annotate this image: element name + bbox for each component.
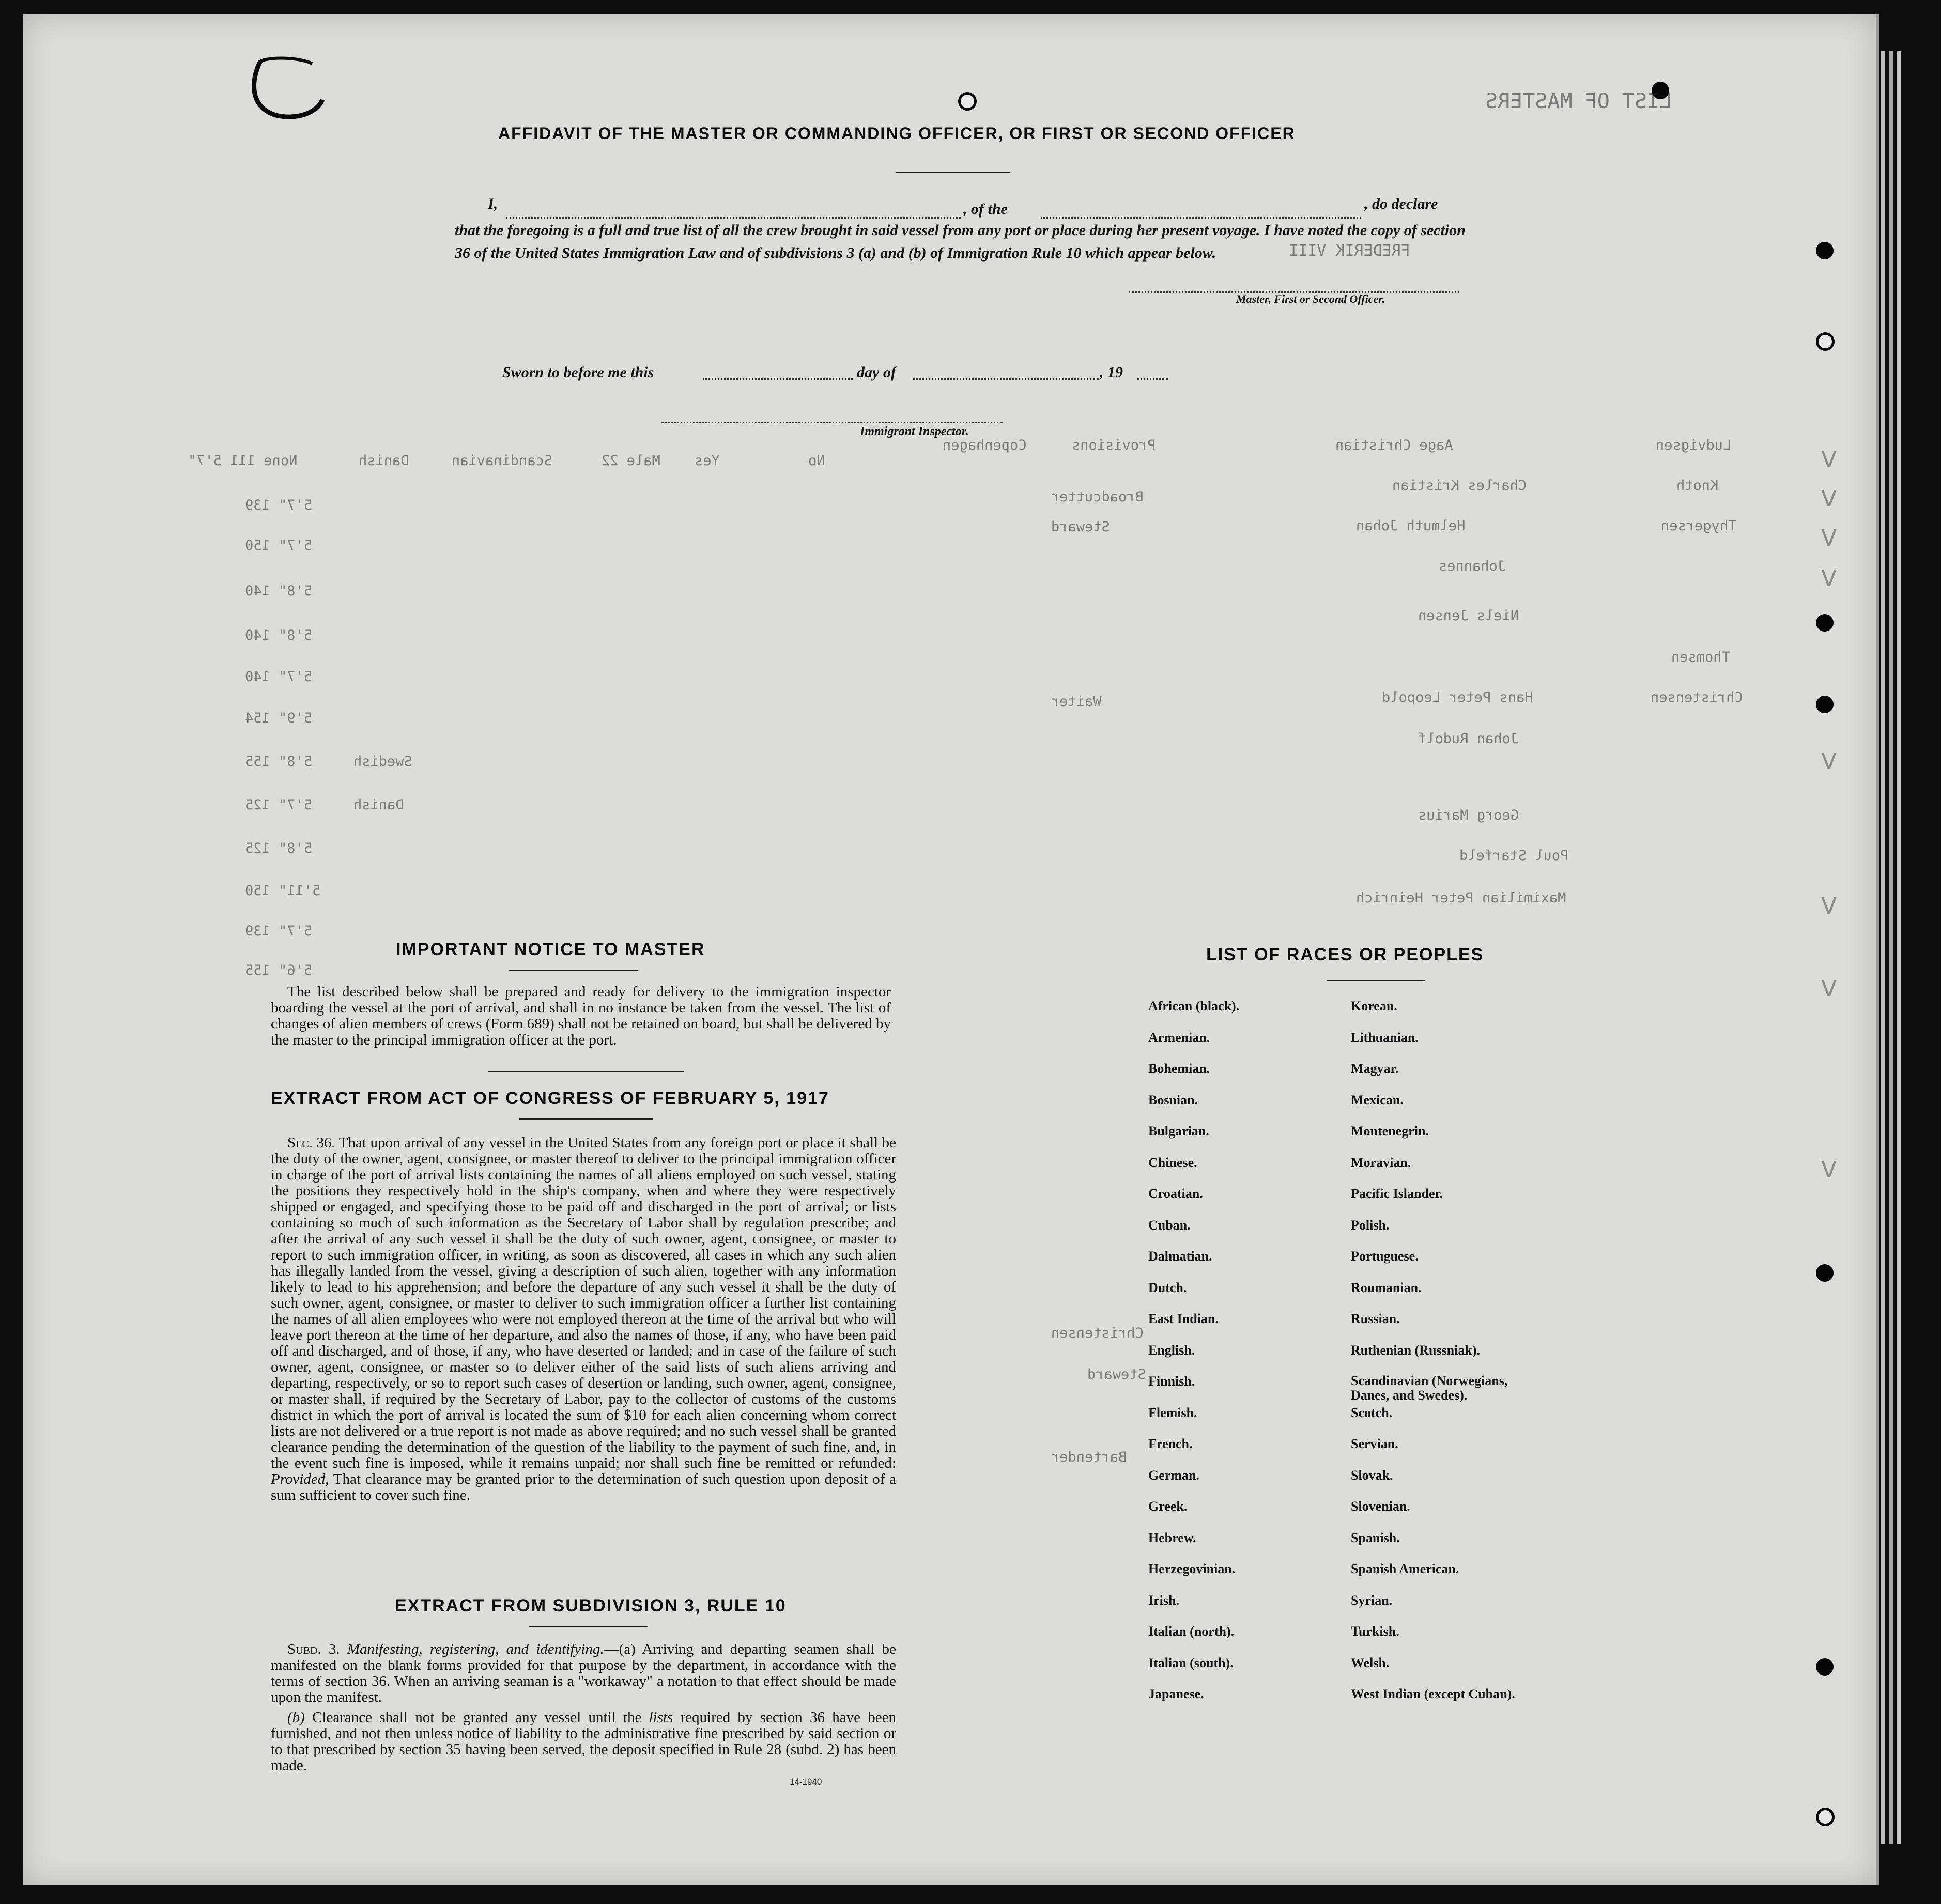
affidavit-heading: AFFIDAVIT OF THE MASTER OR COMMANDING OFFICER, OR FIRST OR SECOND OFFICER <box>498 124 1296 143</box>
bleed-through-text: Johannes <box>1439 558 1506 574</box>
races-left-column <box>1148 999 1239 1718</box>
signature-caption: Master, First or Second Officer. <box>1236 293 1385 305</box>
rule-para-b-pre: Clearance shall not be granted any vessel until the <box>312 1709 642 1726</box>
race-item: Armenian. <box>1148 1030 1210 1045</box>
race-item: Croatian. <box>1148 1186 1203 1201</box>
affidavit-line1-prefix: I, <box>488 195 498 212</box>
bleed-through-text: Bartender <box>1051 1449 1127 1465</box>
race-item: Mexican. <box>1351 1092 1404 1108</box>
page-edge <box>1889 51 1893 1844</box>
punch-hole-icon <box>1816 1658 1834 1676</box>
bleed-through-text: Yes <box>695 453 720 469</box>
bleed-through-text: 5'6" 155 <box>245 962 313 978</box>
bleed-through-text: Waiter <box>1051 694 1102 710</box>
bleed-through-text: Steward <box>1087 1366 1146 1383</box>
bleed-through-text: Knoth <box>1676 478 1719 494</box>
bleed-through-text: 5'8" 140 <box>245 583 313 599</box>
race-item: Pacific Islander. <box>1351 1186 1443 1201</box>
bleed-through-text: Christensen <box>1051 1325 1144 1341</box>
notice-heading: IMPORTANT NOTICE TO MASTER <box>396 940 705 959</box>
page-edge <box>1881 51 1885 1844</box>
race-item: Bosnian. <box>1148 1092 1198 1108</box>
inspector-caption: Immigrant Inspector. <box>860 425 969 438</box>
bleed-through-text: Georg Marius <box>1418 807 1519 823</box>
bleed-through-text: Copenhagen <box>943 437 1027 453</box>
race-item: Moravian. <box>1351 1155 1411 1170</box>
section-label: Sec. 36. <box>287 1134 335 1151</box>
race-item: Italian (north). <box>1148 1624 1235 1639</box>
affidavit-body: that the foregoing is a full and true list of all the crew brought in said vessel from any port or place during her present voyage. I have noted the copy of section 36 of the United States Immigration Law and of subdivisions 3 (a) and (b) of Immigration Rule 10 which appear below. <box>455 222 1466 262</box>
name-blank-field <box>506 217 961 219</box>
affidavit-line1-mid: , of the <box>963 201 1008 218</box>
bleed-through-text: Aage Christian <box>1335 437 1453 453</box>
race-item: Welsh. <box>1351 1655 1390 1670</box>
rule-para-b-post: required by section 36 have been furnished, and not then unless notice of liability to the administrative fine prescribed by said section or to that prescribed by section 35 having been served, the deposit specified in Rule 28 (subd. 2) has been made. <box>271 1709 896 1774</box>
bleed-through-text: 5'7" 140 <box>245 669 313 685</box>
race-item: Irish. <box>1148 1592 1179 1608</box>
race-item: Polish. <box>1351 1217 1390 1233</box>
bleed-through-text: Charles Kristian <box>1392 478 1527 494</box>
form-number: 14-1940 <box>790 1777 822 1787</box>
races-right-column <box>1351 999 1527 1718</box>
subd-title: Manifesting, registering, and identifying. <box>347 1641 604 1657</box>
bleed-through-text: 5'7" 150 <box>245 538 313 554</box>
race-item: Herzegovinian. <box>1148 1561 1236 1576</box>
race-item: Portuguese. <box>1351 1249 1419 1264</box>
rule-para-a: —(a) Arriving and departing seamen shall be manifested on the blank forms provided for that purpose by the department, in accordance with the terms of section 36. When an arriving seaman is a "workaway" a notation to that effect should be made upon the manifest. <box>271 1641 897 1706</box>
rule-para-b-label: (b) <box>287 1709 305 1726</box>
race-item: Syrian. <box>1351 1592 1393 1608</box>
month-blank-field <box>913 378 1099 380</box>
bleed-through-text: Provisions <box>1072 437 1156 453</box>
bleed-through-text: 5'11" 150 <box>245 883 321 899</box>
punch-hole-icon <box>1816 332 1835 351</box>
heading-rule <box>519 1118 653 1120</box>
vessel-blank-field <box>1041 217 1361 219</box>
race-item: Hebrew. <box>1148 1530 1196 1545</box>
race-item: German. <box>1148 1467 1199 1483</box>
race-item: West Indian (except Cuban). <box>1351 1686 1515 1701</box>
race-item: Ruthenian (Russniak). <box>1351 1342 1480 1358</box>
rule-heading: EXTRACT FROM SUBDIVISION 3, RULE 10 <box>395 1596 787 1616</box>
race-item: Cuban. <box>1148 1217 1191 1233</box>
act-text-a: That upon arrival of any vessel in the United States from any foreign port or place it shall be the duty of the owner, agent, consignee, or master thereof to deliver to the principal immigration officer in charge of the port of arrival lists containing the names of all aliens employed on such vessel, stating the positions they respectively hold in the ship's company, when and where they were respectively shipped or engaged, and specifying those to be paid off and discharged in the port of arrival; or lists containing so much of such information as the Secretary of Labor shall by regulation prescribe; and after the arrival of any such vessel it shall be the duty of such owner, agent, consignee, or master to report to such immigration officer, in writing, as soon as discovered, all cases in which any such alien has illegally landed from the vessel, giving a description of such alien, together with any information likely to lead to his apprehension; and before the departure of any such vessel it shall be the duty of such owner, agent, consignee, or master to deliver to such immigration officer a further list containing the names of all alien employees who were not employed thereon at the time of the arrival but who will leave port thereon at the time of her departure, and also the names of those, if any, who have been paid off and discharged, and of those, if any, who have deserted or landed; and in case of the failure of such owner, agent, consignee, or master so to deliver either of the said lists of such aliens arriving and departing, respectively, or so to report such cases of desertion or landing, such owner, agent, consignee, or master shall, if required by the Secretary of Labor, pay to the collector of customs of the customs district in which the port of arrival is located the sum of $10 for each alien concerning whom correct lists are not delivered or a true report is not made as above required; and no such vessel shall be granted clearance pending the determination of the question of the liability to the payment of such fine, and, in the event such fine is imposed, while it remains unpaid; nor shall such fine be remitted or refunded: <box>271 1134 896 1471</box>
race-item: Roumanian. <box>1351 1280 1422 1295</box>
heading-rule <box>1327 980 1425 981</box>
race-item: Lithuanian. <box>1351 1030 1419 1045</box>
ink-mark-icon <box>245 51 333 128</box>
bleed-through-text: 5'8" 125 <box>245 840 313 856</box>
rule-para-b-lists: lists <box>649 1709 673 1726</box>
bleed-through-text: Broadcutter <box>1051 489 1144 505</box>
bleed-through-text: 5'9" 154 <box>245 710 313 726</box>
notice-text: The list described below shall be prepared and ready for delivery to the immigration inspector boarding the vessel at the port of arrival, and shall in no instance be taken from the vessel. The list of changes of alien members of crews (Form 689) shall not be retained on board, but shall be delivered by the master to the principal immigration officer at the port. <box>271 984 891 1048</box>
bleed-through-text: FREDERIK VIII <box>1289 242 1410 260</box>
race-item: Flemish. <box>1148 1405 1197 1420</box>
race-item: Slovenian. <box>1351 1499 1410 1514</box>
race-item: Finnish. <box>1148 1374 1195 1389</box>
bleed-through-text: Niels Jensen <box>1418 608 1519 624</box>
bleed-through-text: 5'7" 139 <box>245 923 313 939</box>
act-text-b: That clearance may be granted prior to the determination of such question upon deposit of a sum sufficient to cover such fine. <box>271 1471 896 1503</box>
sworn-year: , 19 <box>1100 364 1123 381</box>
punch-hole-icon <box>1816 696 1834 713</box>
race-item: Italian (south). <box>1148 1655 1234 1670</box>
bleed-through-text: Male 22 <box>602 453 660 469</box>
race-item: Japanese. <box>1148 1686 1204 1701</box>
punch-hole-icon <box>1816 1264 1834 1282</box>
bleed-through-text: Johan Rudolf <box>1418 731 1519 747</box>
race-item: Dalmatian. <box>1148 1249 1212 1264</box>
year-blank-field <box>1137 378 1168 380</box>
subd-label: Subd. 3. <box>287 1641 340 1657</box>
race-item: Slovak. <box>1351 1467 1393 1483</box>
page-edge <box>1897 51 1901 1844</box>
bleed-through-text: 5'8" 140 <box>245 627 313 643</box>
race-item: Russian. <box>1351 1311 1400 1326</box>
bleed-through-text: Christensen <box>1651 689 1743 705</box>
race-item: French. <box>1148 1436 1193 1451</box>
race-item: Bulgarian. <box>1148 1124 1209 1139</box>
inspector-blank-field <box>661 422 1003 423</box>
sworn-mid: day of <box>857 364 896 381</box>
bleed-through-text: Poul Starfeld <box>1459 848 1569 864</box>
race-item: Korean. <box>1351 999 1397 1014</box>
sworn-prefix: Sworn to before me this <box>502 364 654 381</box>
act-text <box>271 1135 896 1508</box>
race-item: Dutch. <box>1148 1280 1187 1295</box>
bleed-through-text: Danish <box>353 797 404 813</box>
race-item: Spanish. <box>1351 1530 1400 1545</box>
heading-rule <box>509 970 638 971</box>
race-item: Bohemian. <box>1148 1061 1210 1076</box>
bleed-through-text: Ludvigsen <box>1656 437 1732 453</box>
punch-hole-icon <box>1816 1808 1835 1826</box>
race-item: East Indian. <box>1148 1311 1219 1326</box>
bleed-through-text: Hans Peter Leopold <box>1382 689 1533 705</box>
bleed-through-text: Maximilian Peter Heinrich <box>1356 890 1566 906</box>
race-item: English. <box>1148 1342 1195 1358</box>
race-item: Montenegrin. <box>1351 1124 1429 1139</box>
bleed-through-text: LIST OF MASTERS <box>1485 89 1672 113</box>
race-item: Servian. <box>1351 1436 1398 1451</box>
affidavit-line1-suffix: , do declare <box>1364 195 1438 212</box>
section-divider <box>488 1071 684 1072</box>
bleed-through-text: Thygersen <box>1661 518 1737 534</box>
race-item: Scandinavian (Norwegians, Danes, and Swedes). <box>1351 1373 1508 1403</box>
bleed-through-text: None 111 5'7" <box>188 453 298 469</box>
punch-hole-icon <box>958 92 977 111</box>
manifest-page: AFFIDAVIT OF THE MASTER OR COMMANDING OFFICER, OR FIRST OR SECOND OFFICER I, , of the , do declare that the foregoing is a full and true list of all the crew brought in said vessel from any port or place during her present voyage. I have noted the copy of section 36 of the United States Immigration Law and of subdivisions 3 (a) and (b) of Immigration Rule 10 which appear below. Master, First or Second Officer. Sworn to before me this day of , 19 Immigrant Inspector. LIST OF MASTERS FREDERIK VIII Copenhagen Provisions Aage Christian Ludvigsen Charles Kristian Knoth Helmuth Johan Thygersen Johannes Niels Jensen Thomsen Hans Peter Leopold Christensen Johan Rudolf Georg Marius Poul Starfeld Maximilian Peter Heinrich None 111 5'7" Danish Scandinavian Male 22 Yes No 5'7" 139 5'7" 150 5'8" 140 5'8" 140 5'7" 140 5'9" 154 5'8" 155 5'7" 125 5'8" 125 5'11" 150 5'7" 139 5'6" 155 Swedish Danish Waiter Broadcutter Steward Christensen Steward Bartender V V V V V V V V IMPORTANT NOTICE TO MASTER The list described below shall be prepared and ready for delivery to the immigration inspector boarding the vessel at the port of arrival, and shall in no instance be taken from the vessel. The list of changes of alien members of crews (Form 689) shall not be retained on board, but shall be delivered by the master to the principal immigration officer at the port. EXTRACT FROM ACT OF CONGRESS OF FEBRUARY 5, 1917 Sec. 36. That upon arrival of any vessel in the United States from any foreign port or place it shall be the duty of the owner, agent, consignee, or master thereof to deliver to the principal immigration officer in charge of the port of arrival lists containing the names of all aliens employed on such vessel, stating the positions they respectively hold in the ship's company, when and where they were respectively shipped or engaged, and specifying those to be paid off and discharged in the port of arrival; or lists containing so much of such information as the Secretary of Labor shall by regulation prescribe; and after the arrival of any such vessel it shall be the duty of such owner, agent, consignee, or master to report to such immigration officer, in writing, as soon as discovered, all cases in which any such alien has illegally landed from the vessel, giving a description of such alien, together with any information likely to lead to his apprehension; and before the departure of any such vessel it shall be the duty of such owner, agent, consignee, or master to deliver to such immigration officer a further list containing the names of all alien employees who were not employed thereon at the time of the arrival but who will leave port thereon at the time of her departure, and also the names of those, if any, who have been paid off and discharged, and of those, if any, who have deserted or landed; and in case of the failure of such owner, agent, consignee, or master so to deliver either of the said lists of such aliens arriving and departing, respectively, or so to report such cases of desertion or landing, such owner, agent, consignee, or master shall, if required by the Secretary of Labor, pay to the collector of customs of the customs district in which the port of arrival is located the sum of $10 for each alien concerning whom correct lists are not delivered or a true report is not made as above required; and no such vessel shall be granted clearance pending the determination of the question of the liability to the payment of such fine, and, in the event such fine is imposed, while it remains unpaid; nor shall such fine be remitted or refunded: Provided, That clearance may be granted prior to the determination of such question upon deposit of a sum sufficient to cover such fine. EXTRACT FROM SUBDIVISION 3, RULE 10 Subd. 3. Manifesting, registering, and identifying.—(a) Arriving and departing seamen shall be manifested on the blank forms provided for that purpose by the department, in accordance with the terms of section 36. When an arriving seaman is a "workaway" a notation to that effect should be made upon the manifest. (b) Clearance shall not be granted any vessel until the lists required by section 36 have been furnished, and not then unless notice of liability to the administrative fine prescribed by said section or to that prescribed by section 35 having been served, the deposit specified in Rule 28 (subd. 2) has been made. 14-1940 LIST OF RACES OR PEOPLES African (black). Armenian. Bohemian. Bosnian. Bulgarian. Chinese. Croatian. Cuban. Dalmatian. Dutch. East Indian. English. Finnish. Flemish. French. German. Greek. Hebrew. Herzegovinian. Irish. Italian (north). Italian (south). Japanese. Korean. Lithuanian. Magyar. Mexican. Montenegrin. Moravian. Pacific Islander. Polish. Portuguese. Roumanian. Russian. Ruthenian (Russniak). Scandinavian (Norwegians, Danes, and Swedes). Scotch. Servian. Slovak. Slovenian. Spanish. Spanish American. Syrian. Turkish. Welsh. West Indian (except Cuban). <box>23 14 1879 1885</box>
act-heading: EXTRACT FROM ACT OF CONGRESS OF FEBRUARY 5, 1917 <box>271 1088 829 1108</box>
race-item: Greek. <box>1148 1499 1188 1514</box>
bleed-through-text: Scandinavian <box>452 453 553 469</box>
bleed-through-text: Steward <box>1051 519 1110 535</box>
day-blank-field <box>703 378 853 380</box>
races-heading: LIST OF RACES OR PEOPLES <box>1206 945 1484 964</box>
bleed-through-text: 5'7" 125 <box>245 797 313 813</box>
race-item: Spanish American. <box>1351 1561 1459 1576</box>
proviso-label: Provided, <box>271 1471 329 1487</box>
punch-hole-icon <box>1816 242 1834 259</box>
bleed-through-text: 5'7" 139 <box>245 497 313 513</box>
heading-rule <box>529 1626 648 1627</box>
bleed-through-text: 5'8" 155 <box>245 754 313 770</box>
bleed-through-text: No <box>808 453 825 469</box>
bleed-through-text: Thomsen <box>1671 649 1730 665</box>
race-item: Scotch. <box>1351 1405 1393 1420</box>
race-item: Chinese. <box>1148 1155 1197 1170</box>
bleed-through-text: Helmuth Johan <box>1356 518 1466 534</box>
rule-text <box>271 1641 896 1778</box>
bleed-through-text: Swedish <box>353 754 412 770</box>
bleed-through-text: Danish <box>359 453 409 469</box>
punch-hole-icon <box>1816 614 1834 632</box>
race-item: African (black). <box>1148 999 1240 1014</box>
race-item: Turkish. <box>1351 1624 1399 1639</box>
race-item: Magyar. <box>1351 1061 1399 1076</box>
heading-rule <box>896 172 1010 173</box>
